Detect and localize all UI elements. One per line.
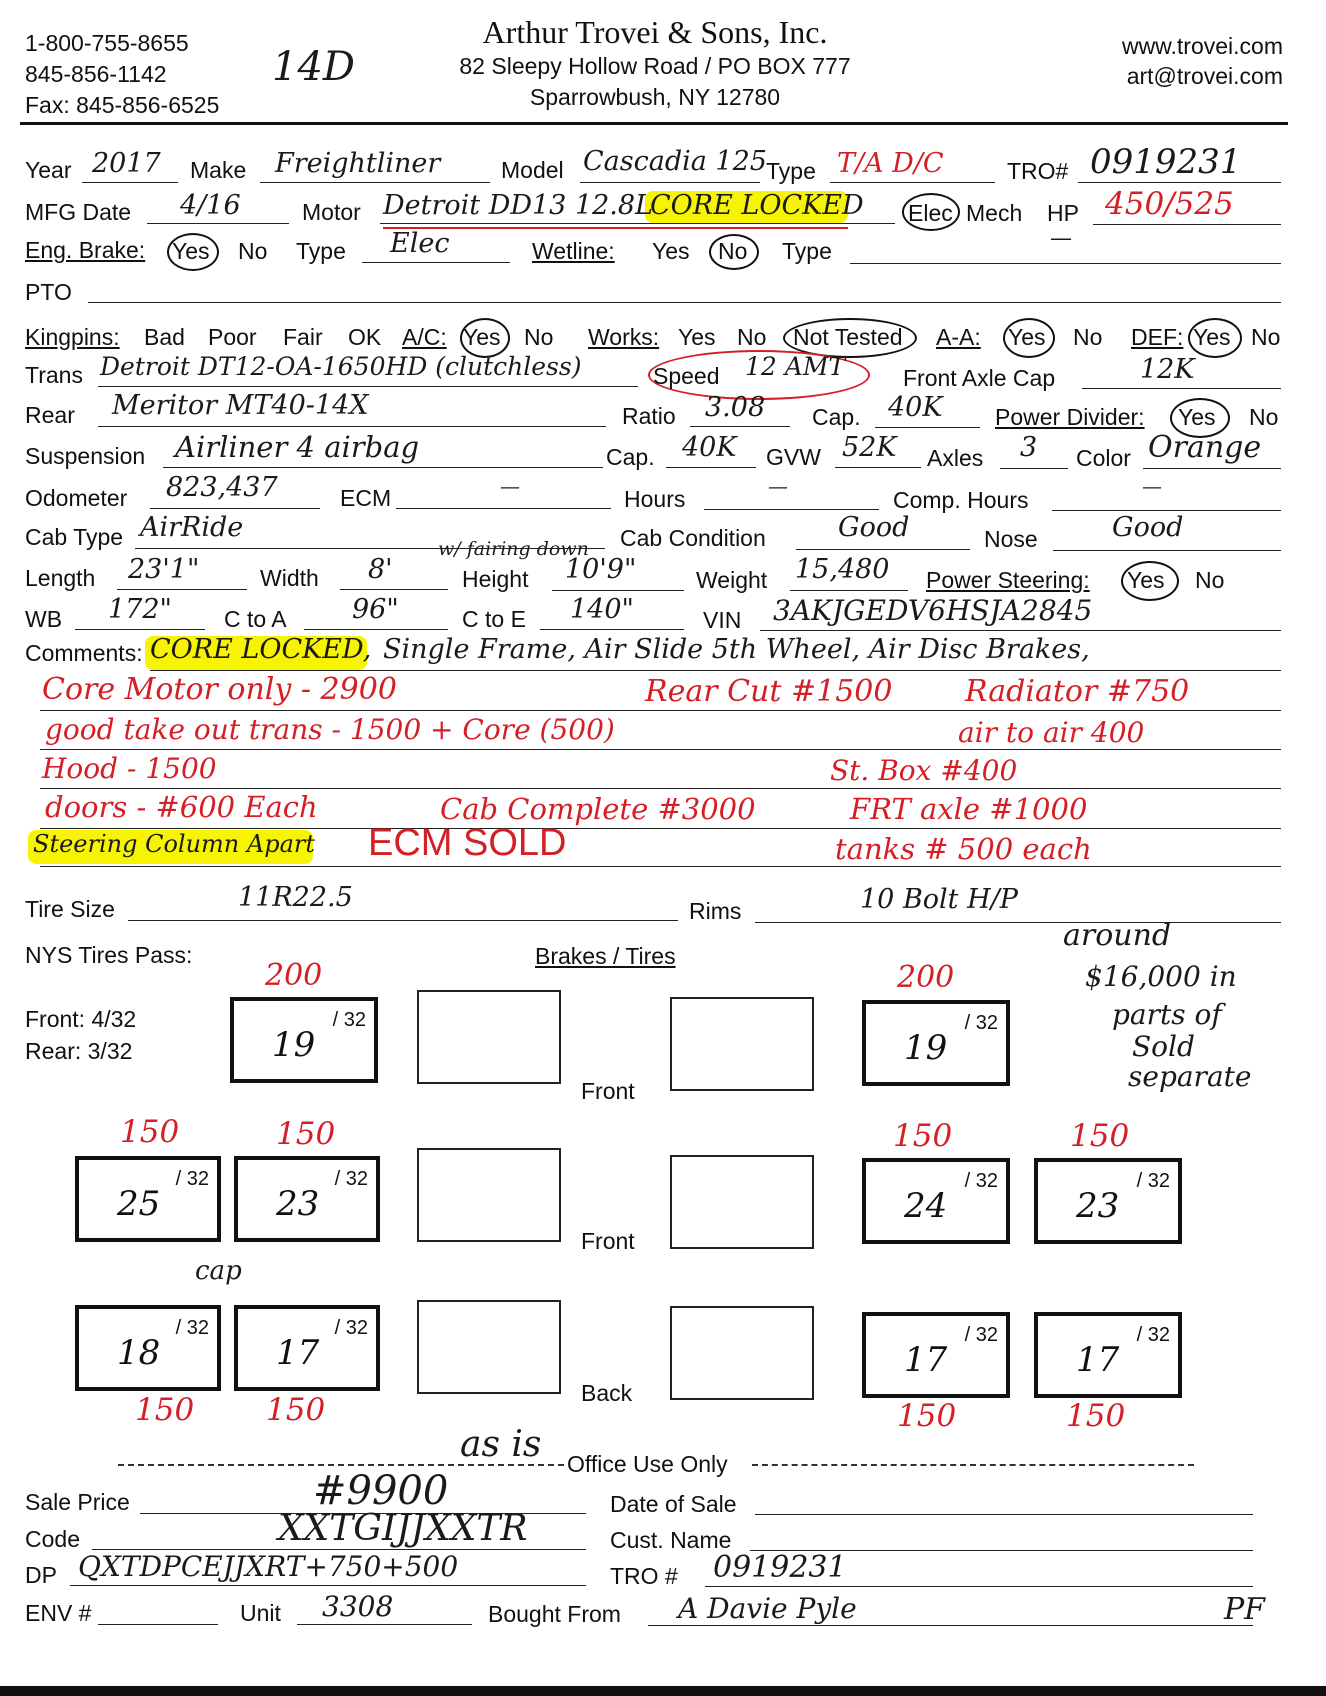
tire-price-r3-4: 150 — [1066, 1398, 1126, 1434]
kingpins-label: Kingpins: — [25, 324, 120, 350]
eng-brake-label: Eng. Brake: — [25, 237, 146, 263]
comment-rule-2 — [40, 710, 1281, 711]
year-line — [82, 182, 178, 183]
office-dash-right — [752, 1464, 1194, 1466]
company-name: Arthur Trovei & Sons, Inc. — [482, 14, 828, 50]
side-note-5: separate — [1128, 1060, 1252, 1093]
brake-box-r3-a — [417, 1300, 561, 1394]
tire-price-r2-1: 150 — [120, 1114, 180, 1150]
note-rear-cut: Rear Cut #1500 — [645, 674, 893, 709]
tire-box-r2-4 — [1034, 1158, 1182, 1244]
website: www.trovei.com — [1121, 33, 1283, 59]
kingpins-poor: Poor — [208, 324, 257, 350]
wetline-type-label: Type — [782, 238, 832, 264]
tire-size-value: 11R22.5 — [238, 882, 353, 913]
comment-rule-4 — [40, 788, 1281, 789]
wb-value: 172" — [108, 594, 172, 625]
aa-yes: Yes — [1008, 324, 1046, 350]
note-steering-column: Steering Column Apart — [33, 830, 315, 858]
mfg-date-value: 4/16 — [180, 190, 241, 221]
wetline-label: Wetline: — [532, 238, 615, 264]
trans-line — [98, 386, 638, 387]
def-label: DEF: — [1131, 324, 1184, 350]
eng-brake-type-value: Elec — [390, 228, 450, 259]
motor-note: CORE LOCKED — [650, 190, 864, 221]
ecm-value: — — [500, 474, 520, 498]
eng-brake-type-line — [362, 262, 510, 263]
unit-line — [297, 1624, 472, 1625]
side-note-3: parts of — [1112, 998, 1222, 1031]
odometer-value: 823,437 — [166, 472, 278, 503]
dp-label: DP — [25, 1562, 57, 1588]
type-value: T/A D/C — [837, 148, 944, 179]
tire-box-r2-2 — [234, 1156, 380, 1242]
bottom-scan-edge — [0, 1686, 1326, 1696]
nose-line — [1053, 550, 1281, 551]
office-dash-left — [118, 1464, 564, 1466]
tire-price-r1-right: 200 — [897, 960, 955, 995]
tire-price-r1-left: 200 — [265, 958, 323, 993]
env-line — [98, 1624, 218, 1625]
suspension-line — [163, 467, 603, 468]
tro-hash-line — [705, 1586, 1253, 1587]
office-tro-value: 0919231 — [713, 1550, 847, 1585]
c-to-a-line — [304, 629, 448, 630]
weight-label: Weight — [696, 567, 768, 593]
kingpins-fair: Fair — [283, 324, 323, 350]
tire-price-r2-2: 150 — [276, 1116, 336, 1152]
tire-unit: / 32 — [964, 1012, 998, 1034]
cab-condition-value: Good — [838, 512, 910, 543]
vin-line — [760, 630, 1281, 631]
color-value: Orange — [1148, 430, 1262, 465]
gvw-line — [835, 467, 921, 468]
ac-yes: Yes — [463, 324, 501, 350]
email: art@trovei.com — [1126, 63, 1283, 89]
fax-number: Fax: 845-856-6525 — [25, 92, 220, 118]
elec-label: Elec — [908, 200, 953, 226]
tire-price-r3-3: 150 — [897, 1398, 957, 1434]
height-value: 10'9" — [565, 554, 637, 585]
tire-depth: 19 — [272, 1025, 316, 1065]
ecm-label: ECM — [340, 485, 392, 511]
tire-box-r2-1 — [75, 1156, 221, 1242]
note-cab-complete: Cab Complete #3000 — [440, 792, 756, 826]
width-label: Width — [260, 565, 319, 591]
tire-depth: 23 — [1076, 1186, 1120, 1226]
suspension-cap-line — [666, 467, 756, 468]
motor-red-underline — [383, 227, 848, 229]
make-value: Freightliner — [275, 148, 441, 179]
motor-value: Detroit DD13 12.8L — [383, 190, 653, 221]
eng-brake-yes: Yes — [172, 238, 210, 264]
tire-depth: 17 — [1076, 1340, 1120, 1380]
handwritten-id: 14D — [272, 44, 355, 90]
tire-unit: / 32 — [964, 1170, 998, 1192]
header-divider — [20, 122, 1288, 125]
tire-unit: / 32 — [334, 1168, 368, 1190]
initials: PF — [1224, 1592, 1266, 1627]
tire-box-r3-2 — [234, 1305, 380, 1391]
ecm-line — [396, 508, 611, 509]
company-address-1: 82 Sleepy Hollow Road / PO BOX 777 — [459, 53, 851, 79]
sale-price-label: Sale Price — [25, 1489, 130, 1515]
brake-box-r2-b — [670, 1155, 814, 1249]
tire-unit: / 32 — [332, 1009, 366, 1031]
rear-value: Meritor MT40-14X — [112, 390, 369, 421]
tro-line — [1078, 182, 1281, 183]
comment-highlight: CORE LOCKED, — [150, 634, 372, 665]
weight-line — [790, 590, 908, 591]
tire-depth: 24 — [904, 1186, 948, 1226]
brake-box-r1-b — [670, 997, 814, 1091]
env-label: ENV # — [25, 1600, 92, 1626]
cab-type-value: AirRide — [140, 512, 244, 543]
works-not-tested: Not Tested — [793, 324, 903, 350]
weight-value: 15,480 — [795, 554, 890, 585]
tro-label: TRO# — [1007, 158, 1069, 184]
width-line — [340, 589, 448, 590]
comp-hours-line — [1052, 510, 1281, 511]
tire-unit: / 32 — [964, 1324, 998, 1346]
wetline-no: No — [718, 238, 748, 264]
mfg-date-line — [147, 223, 289, 224]
pto-line — [88, 302, 1281, 303]
tire-box-r3-3 — [862, 1312, 1010, 1398]
tire-box-r1-right — [862, 1000, 1010, 1086]
comment-rule-3 — [40, 749, 1281, 750]
odometer-line — [150, 508, 320, 509]
make-line — [260, 182, 490, 183]
tire-box-r3-4 — [1034, 1312, 1182, 1398]
cab-type-label: Cab Type — [25, 524, 124, 550]
axles-value: 3 — [1020, 432, 1038, 463]
bought-from-line — [648, 1625, 1253, 1626]
vin-value: 3AKJGEDV6HSJA2845 — [773, 594, 1093, 627]
aa-label: A-A: — [936, 324, 981, 350]
trans-value: Detroit DT12-OA-1650HD (clutchless) — [100, 352, 582, 381]
dp-value: QXTDPCEJJXRT+750+500 — [78, 1550, 459, 1583]
tire-box-r2-3 — [862, 1158, 1010, 1244]
office-use-only-label: Office Use Only — [567, 1451, 728, 1477]
tire-size-label: Tire Size — [25, 896, 115, 922]
tire-price-r2-3: 150 — [893, 1118, 953, 1154]
side-note-1: around — [1063, 918, 1172, 953]
tire-unit: / 32 — [175, 1168, 209, 1190]
motor-label: Motor — [302, 199, 361, 225]
comment-rule-1 — [150, 670, 1281, 671]
unit-label: Unit — [240, 1600, 281, 1626]
wetline-yes: Yes — [652, 238, 690, 264]
brake-box-r3-b — [670, 1306, 814, 1400]
model-line — [580, 182, 760, 183]
nose-label: Nose — [984, 526, 1038, 552]
c-to-e-value: 140" — [570, 594, 634, 625]
works-label: Works: — [588, 324, 660, 350]
cap-note: cap — [195, 1256, 242, 1286]
tire-box-r3-1 — [75, 1305, 221, 1391]
type-line — [830, 182, 995, 183]
cab-condition-line — [796, 549, 970, 550]
mech-label: Mech — [966, 200, 1023, 226]
axle-front-label-1: Front — [581, 1078, 635, 1104]
hours-label: Hours — [624, 486, 686, 512]
eng-brake-type-label: Type — [296, 238, 346, 264]
vin-label: VIN — [703, 607, 742, 633]
unit-value: 3308 — [322, 1590, 394, 1623]
cab-condition-label: Cab Condition — [620, 525, 766, 551]
side-note-4: Sold — [1132, 1030, 1195, 1063]
tire-unit: / 32 — [1136, 1170, 1170, 1192]
comment-line-1: Single Frame, Air Slide 5th Wheel, Air Disc Brakes, — [383, 634, 1090, 665]
tire-depth: 17 — [276, 1333, 320, 1373]
speed-value: 12 AMT — [745, 352, 846, 381]
rear-cap-label: Cap. — [812, 404, 861, 430]
phone-2: 845-856-1142 — [25, 61, 167, 87]
axles-line — [1000, 468, 1068, 469]
suspension-label: Suspension — [25, 443, 146, 469]
date-of-sale-line — [755, 1514, 1253, 1515]
tire-depth: 19 — [904, 1028, 948, 1068]
suspension-value: Airliner 4 airbag — [175, 430, 420, 464]
odometer-label: Odometer — [25, 485, 128, 511]
year-value: 2017 — [92, 148, 161, 179]
tire-unit: / 32 — [175, 1317, 209, 1339]
ac-label: A/C: — [402, 324, 447, 350]
tire-size-line — [128, 920, 678, 921]
rear-cap-value: 40K — [888, 392, 943, 423]
front-axle-cap-value: 12K — [1140, 354, 1195, 385]
c-to-e-label: C to E — [462, 606, 526, 632]
eng-brake-no: No — [238, 238, 268, 264]
nose-value: Good — [1112, 512, 1184, 543]
c-to-e-line — [540, 629, 684, 630]
gvw-label: GVW — [766, 444, 821, 470]
ratio-value: 3.08 — [705, 392, 766, 423]
company-address-2: Sparrowbush, NY 12780 — [529, 84, 781, 110]
tire-unit: / 32 — [1136, 1324, 1170, 1346]
ratio-line — [690, 426, 790, 427]
aa-no: No — [1073, 324, 1103, 350]
brake-box-r1-a — [417, 990, 561, 1084]
axle-back-label: Back — [581, 1380, 633, 1406]
power-steering-yes: Yes — [1127, 567, 1165, 593]
rear-label: Rear — [25, 402, 75, 428]
power-steering-label: Power Steering: — [926, 567, 1090, 593]
tire-depth: 18 — [117, 1333, 161, 1373]
color-label: Color — [1076, 445, 1131, 471]
rear-cap-line — [875, 427, 980, 428]
rims-value: 10 Bolt H/P — [860, 884, 1018, 915]
power-divider-yes: Yes — [1178, 404, 1216, 430]
pto-label: PTO — [25, 279, 72, 305]
year-label: Year — [25, 157, 72, 183]
note-st-box: St. Box #400 — [830, 754, 1018, 787]
hp-line — [1093, 224, 1281, 225]
gvw-value: 52K — [842, 432, 897, 463]
sale-price-value: #9900 — [313, 1468, 449, 1514]
tire-price-r3-1: 150 — [135, 1392, 195, 1428]
dp-line — [70, 1585, 586, 1586]
rims-label: Rims — [689, 898, 742, 924]
height-note: w/ fairing down — [438, 538, 589, 560]
ac-no: No — [524, 324, 554, 350]
tire-unit: / 32 — [334, 1317, 368, 1339]
note-tanks: tanks # 500 each — [835, 832, 1092, 866]
type-label: Type — [766, 158, 816, 184]
power-steering-no: No — [1195, 567, 1225, 593]
date-of-sale-label: Date of Sale — [610, 1491, 737, 1517]
tire-price-r3-2: 150 — [266, 1392, 326, 1428]
comment-rule-6 — [40, 866, 1281, 867]
bought-from-label: Bought From — [488, 1601, 621, 1627]
comments-label: Comments: — [25, 640, 143, 666]
model-value: Cascadia 125 — [583, 146, 767, 177]
motor-line — [380, 223, 895, 224]
rims-line — [755, 922, 1281, 923]
width-value: 8' — [368, 554, 393, 585]
note-doors: doors - #600 Each — [45, 790, 318, 824]
note-core-motor: Core Motor only - 2900 — [42, 672, 397, 707]
brakes-tires-label: Brakes / Tires — [535, 943, 676, 969]
length-value: 23'1" — [128, 554, 200, 585]
axle-front-label-2: Front — [581, 1228, 635, 1254]
comp-hours-value: — — [1142, 474, 1162, 498]
def-yes: Yes — [1193, 324, 1231, 350]
def-no: No — [1251, 324, 1281, 350]
suspension-cap-value: 40K — [682, 432, 737, 463]
power-divider-label: Power Divider: — [995, 404, 1145, 430]
wb-label: WB — [25, 606, 63, 632]
works-no: No — [737, 324, 767, 350]
brake-box-r2-a — [417, 1148, 561, 1242]
ratio-label: Ratio — [622, 403, 676, 429]
wetline-type-value: — — [1050, 226, 1072, 251]
tire-depth: 23 — [276, 1184, 320, 1224]
tire-box-r1-left — [230, 997, 378, 1083]
cust-name-label: Cust. Name — [610, 1527, 732, 1553]
note-radiator: Radiator #750 — [965, 674, 1190, 709]
nys-rear: Rear: 3/32 — [25, 1038, 133, 1064]
front-axle-cap-line — [1082, 388, 1281, 389]
tro-hash-label: TRO # — [610, 1563, 678, 1589]
hp-value: 450/525 — [1105, 186, 1234, 222]
code-label: Code — [25, 1526, 80, 1552]
as-is-note: as is — [460, 1424, 542, 1465]
power-divider-no: No — [1249, 404, 1279, 430]
hours-line — [704, 509, 879, 510]
front-axle-cap-label: Front Axle Cap — [903, 365, 1056, 391]
speed-label: Speed — [653, 363, 720, 389]
note-frt-axle: FRT axle #1000 — [850, 792, 1088, 826]
model-label: Model — [501, 157, 564, 183]
wetline-type-line — [850, 263, 1281, 264]
side-note-2: $16,000 in — [1085, 960, 1237, 993]
hp-label: HP — [1047, 200, 1079, 226]
note-air-to-air: air to air 400 — [958, 716, 1145, 749]
color-line — [1143, 468, 1281, 469]
nys-tires-pass-label: NYS Tires Pass: — [25, 942, 193, 968]
tire-price-r2-4: 150 — [1070, 1118, 1130, 1154]
length-label: Length — [25, 565, 96, 591]
mfg-date-label: MFG Date — [25, 199, 132, 225]
comp-hours-label: Comp. Hours — [893, 487, 1029, 513]
height-label: Height — [462, 566, 529, 592]
length-line — [117, 589, 247, 590]
rear-line — [98, 426, 606, 427]
nys-front: Front: 4/32 — [25, 1006, 137, 1032]
note-trans: good take out trans - 1500 + Core (500) — [45, 713, 615, 746]
code-value: XXTGIJJXXTR — [278, 1508, 528, 1549]
comment-rule-5 — [40, 828, 1281, 829]
note-ecm-sold: ECM SOLD — [368, 822, 567, 864]
kingpins-bad: Bad — [144, 324, 185, 350]
c-to-a-value: 96" — [352, 594, 399, 625]
note-hood: Hood - 1500 — [42, 752, 217, 785]
bought-from-value: A Davie Pyle — [678, 1592, 857, 1625]
height-line — [552, 590, 684, 591]
make-label: Make — [190, 157, 247, 183]
c-to-a-label: C to A — [224, 606, 287, 632]
tro-value: 0919231 — [1090, 142, 1242, 182]
phone-1: 1-800-755-8655 — [25, 30, 189, 56]
wb-line — [75, 629, 205, 630]
tire-depth: 17 — [904, 1340, 948, 1380]
trans-label: Trans — [25, 362, 83, 388]
works-yes: Yes — [678, 324, 716, 350]
kingpins-ok: OK — [348, 324, 382, 350]
hours-value: — — [768, 474, 788, 498]
tire-depth: 25 — [117, 1184, 161, 1224]
suspension-cap-label: Cap. — [606, 444, 655, 470]
axles-label: Axles — [927, 445, 984, 471]
